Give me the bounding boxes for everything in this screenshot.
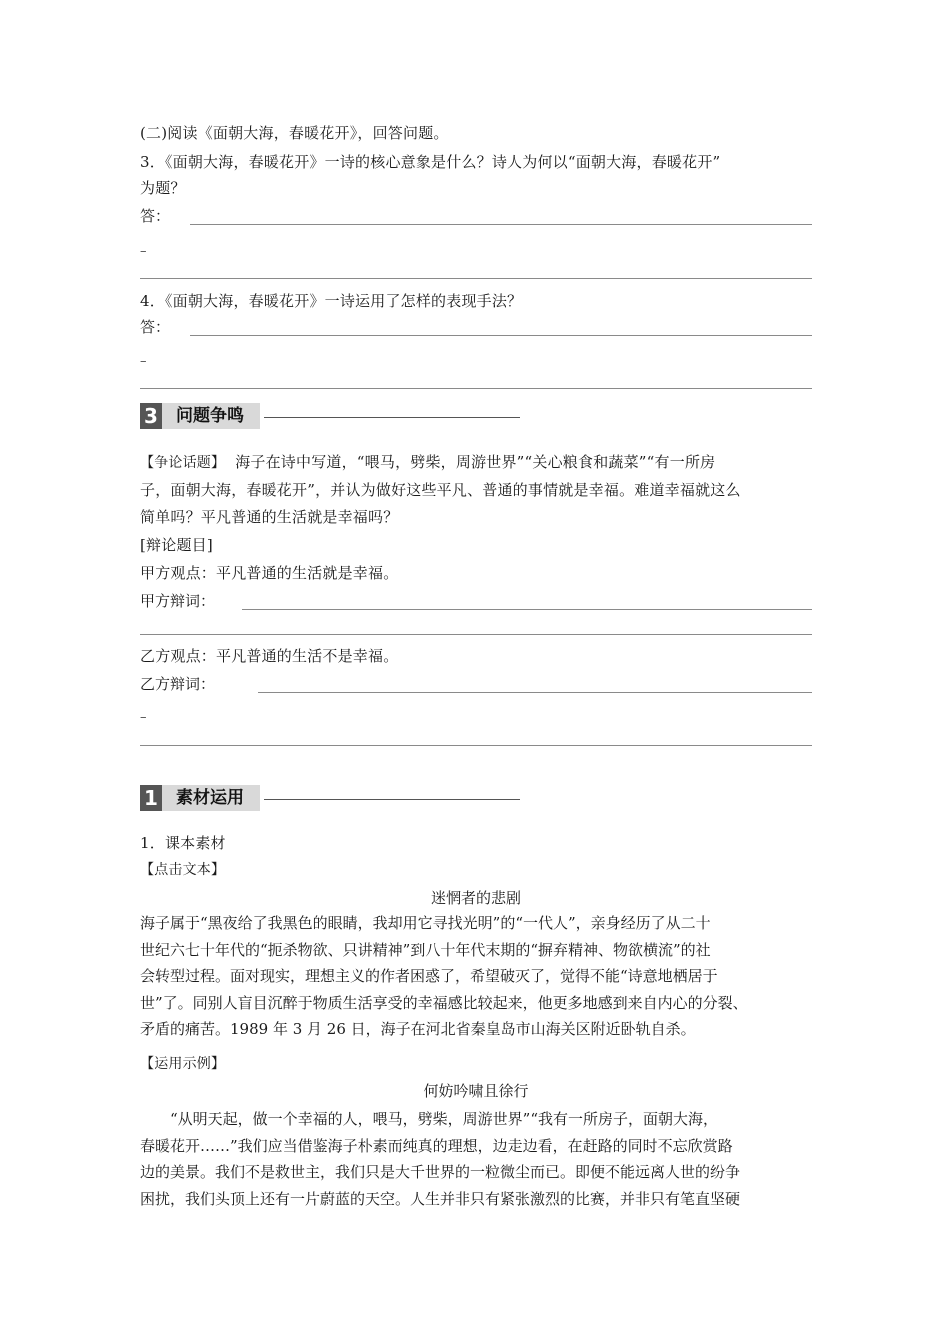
side-a-argument-extra-line[interactable] xyxy=(140,634,812,635)
example-paragraph xyxy=(140,1106,812,1212)
topic-tag: 【争论话题】 xyxy=(140,455,226,471)
dash-mark: – xyxy=(140,710,147,725)
side-b-label: 乙方辩词： xyxy=(140,675,216,693)
text-line: 海子属于“黑夜给了我黑色的眼睛，我却用它寻找光明”的“一代人”，亲身经历了从二十 xyxy=(140,914,711,932)
side-b-view: 乙方观点：平凡普通的生活不是幸福。 xyxy=(140,647,399,665)
debate-topic-line1 xyxy=(140,451,715,474)
question-4: 4．《面朝大海，春暖花开》一诗运用了怎样的表现手法？ xyxy=(140,292,523,310)
question-3-line1: 3．《面朝大海，春暖花开》一诗的核心意象是什么？诗人为何以“面朝大海，春暖花开” xyxy=(140,153,721,171)
text-paragraph xyxy=(140,910,812,1043)
debate-topic-line3: 简单吗？平凡普通的生活就是幸福吗？ xyxy=(140,508,399,526)
answer-label: 答： xyxy=(140,207,171,225)
side-b-argument-field[interactable] xyxy=(140,673,812,695)
text-title: 迷惘者的悲剧 xyxy=(430,889,521,907)
example-tag: 【运用示例】 xyxy=(140,1056,226,1072)
text-line: 世纪六七十年代的“扼杀物欲、只讲精神”到八十年代末期的“摒弃精神、物欲横流”的社 xyxy=(140,940,711,959)
topic-text: 海子在诗中写道，“喂马，劈柴，周游世界”“关心粮食和蔬菜”“有一所房 xyxy=(235,453,716,471)
part2-intro: (二)阅读《面朝大海，春暖花开》，回答问题。 xyxy=(140,124,449,142)
example-line: 困扰，我们头顶上还有一片蔚蓝的天空。人生并非只有紧张激烈的比赛，并非只有笔直坚硬 xyxy=(140,1189,741,1208)
section-title: 素材运用 xyxy=(176,788,244,808)
material-item-1: 1．课本素材 xyxy=(140,834,226,852)
answer-label: 答： xyxy=(140,318,171,336)
answer-rule xyxy=(242,609,812,610)
answer-rule xyxy=(190,224,812,225)
answer-rule xyxy=(190,335,812,336)
example-title: 何妨吟啸且徐行 xyxy=(423,1082,529,1100)
answer-field-q3[interactable] xyxy=(140,205,812,227)
section-header-debate xyxy=(140,403,520,431)
side-a-label: 甲方辩词： xyxy=(140,592,216,610)
dash-mark: – xyxy=(140,244,147,259)
section-rule xyxy=(264,799,520,800)
text-line: 世”了。同别人盲目沉醉于物质生活享受的幸福感比较起来，他更多地感到来自内心的分裂、 xyxy=(140,993,748,1012)
side-b-argument-extra-line[interactable] xyxy=(140,745,812,746)
section-number: 1 xyxy=(140,785,162,811)
answer-field-q4[interactable] xyxy=(140,316,812,338)
answer-rule xyxy=(258,692,812,693)
example-line: “从明天起，做一个幸福的人，喂马，劈柴，周游世界”“我有一所房子，面朝大海， xyxy=(140,1110,719,1128)
document-page xyxy=(140,0,812,1344)
section-rule xyxy=(264,417,520,418)
click-text-tag: 【点击文本】 xyxy=(140,862,226,878)
side-a-view: 甲方观点：平凡普通的生活就是幸福。 xyxy=(140,564,399,582)
section-title: 问题争鸣 xyxy=(176,406,244,426)
debate-heading: [辩论题目] xyxy=(140,536,213,554)
example-line: 边的美景。我们不是救世主，我们只是大千世界的一粒微尘而已。即便不能远离人世的纷争 xyxy=(140,1163,741,1181)
side-a-argument-field[interactable] xyxy=(140,590,812,612)
section-number: 3 xyxy=(140,403,162,429)
debate-topic-line2: 子，面朝大海，春暖花开”，并认为做好这些平凡、普通的事情就是幸福。难道幸福就这么 xyxy=(140,481,741,499)
section-header-material xyxy=(140,785,520,813)
text-line: 矛盾的痛苦。1989 年 3 月 26 日，海子在河北省秦皇岛市山海关区附近卧轨自杀。 xyxy=(140,1020,696,1038)
text-line: 会转型过程。面对现实，理想主义的作者困惑了，希望破灭了，觉得不能“诗意地栖居于 xyxy=(140,967,718,985)
answer-line-q3-extra[interactable] xyxy=(140,278,812,279)
example-line: 春暖花开……”我们应当借鉴海子朴素而纯真的理想，边走边看，在赶路的同时不忘欣赏路 xyxy=(140,1136,733,1155)
dash-mark: – xyxy=(140,354,147,369)
answer-line-q4-extra[interactable] xyxy=(140,388,812,389)
question-3-line2: 为题？ xyxy=(140,179,186,197)
